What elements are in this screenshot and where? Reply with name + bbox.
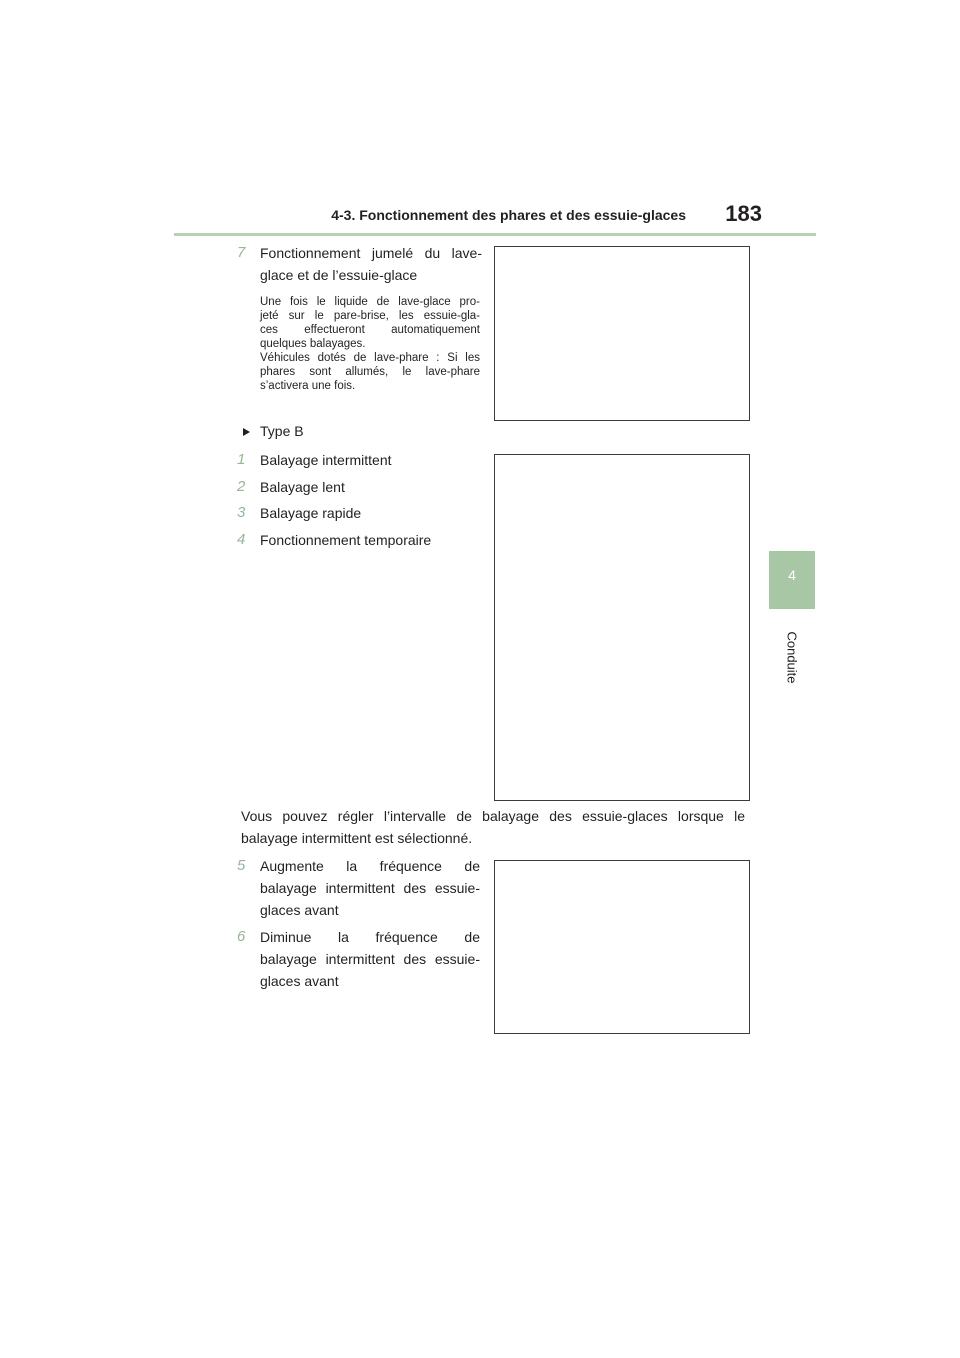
item-2-label: Balayage lent xyxy=(260,479,345,495)
illustration-wiper-lever-type-b xyxy=(494,454,750,801)
illustration-washer-wiper xyxy=(494,246,750,421)
item-5-line: Augmente la fréquence de xyxy=(260,858,480,874)
section-title: 4-3. Fonctionnement des phares et des essuie-glaces xyxy=(331,207,686,223)
header-divider xyxy=(174,233,816,236)
item-number-1: 1 xyxy=(237,451,246,468)
item-number-2: 2 xyxy=(237,478,246,495)
item-number-6: 6 xyxy=(237,928,246,945)
chapter-tab xyxy=(769,551,815,609)
item-7-title-line2: glace et de l’essuie-glace xyxy=(260,267,418,283)
intermittent-paragraph-line2: balayage intermittent est sélectionné. xyxy=(241,830,473,846)
chapter-label: Conduite xyxy=(784,631,800,684)
item-7-note-line: Véhicules dotés de lave-phare : Si les xyxy=(260,352,480,364)
item-1-label: Balayage intermittent xyxy=(260,452,392,468)
item-4-label: Fonctionnement temporaire xyxy=(260,532,432,548)
item-7-note-line: Une fois le liquide de lave-glace pro- xyxy=(260,296,480,308)
chapter-number: 4 xyxy=(788,567,796,583)
item-7-note-line: jeté sur le pare-brise, les essuie-gla- xyxy=(260,310,480,322)
item-7-title-line1: Fonctionnement jumelé du lave- xyxy=(260,245,482,261)
item-number-3: 3 xyxy=(237,504,246,521)
item-7-note-line: s’activera une fois. xyxy=(260,380,356,392)
item-number-7: 7 xyxy=(237,244,246,261)
item-7-note-line: ces effectueront automatiquement xyxy=(260,324,480,336)
item-6-line: balayage intermittent des essuie- xyxy=(260,951,480,967)
item-number-4: 4 xyxy=(237,531,246,548)
item-number-5: 5 xyxy=(237,857,246,874)
illustration-frequency-dial xyxy=(494,860,750,1034)
intermittent-paragraph-line1: Vous pouvez régler l’intervalle de balayage des essuie-glaces lorsque le xyxy=(241,808,745,824)
item-5-line: glaces avant xyxy=(260,902,339,918)
triangle-bullet-icon xyxy=(243,428,250,436)
item-6-line: Diminue la fréquence de xyxy=(260,929,480,945)
page-number: 183 xyxy=(725,201,762,226)
item-6-line: glaces avant xyxy=(260,973,339,989)
item-5-line: balayage intermittent des essuie- xyxy=(260,880,480,896)
type-b-label: Type B xyxy=(260,423,304,439)
item-7-note-line: phares sont allumés, le lave-phare xyxy=(260,366,480,378)
item-7-note-line: quelques balayages. xyxy=(260,338,366,350)
item-3-label: Balayage rapide xyxy=(260,505,362,521)
